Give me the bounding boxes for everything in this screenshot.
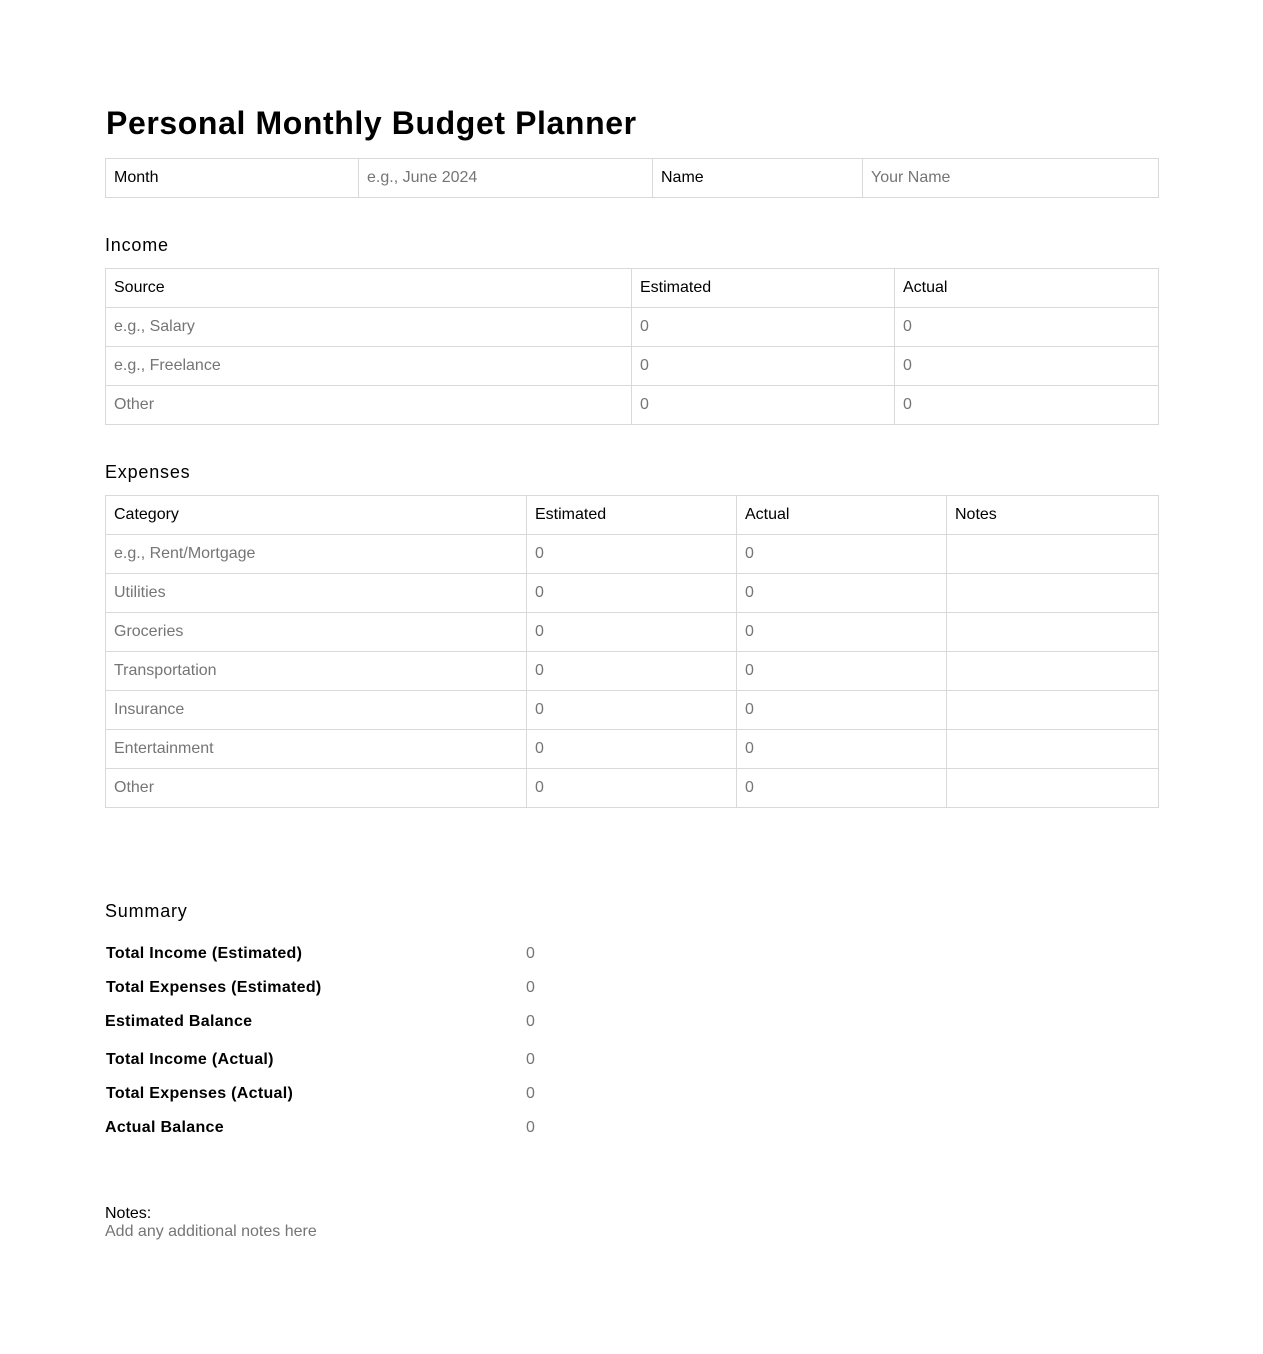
summary-value: 0 bbox=[526, 1051, 535, 1068]
expenses-table bbox=[105, 495, 1159, 808]
name-input[interactable]: Your Name bbox=[863, 159, 1159, 198]
expenses-col-notes: Notes bbox=[947, 496, 1159, 535]
income-actual-input[interactable]: 0 bbox=[895, 308, 1159, 347]
summary-heading: Summary bbox=[105, 901, 188, 921]
income-row bbox=[106, 386, 1159, 425]
income-source-input[interactable]: e.g., Freelance bbox=[106, 347, 632, 386]
expense-category-input[interactable]: Other bbox=[106, 769, 527, 808]
month-label: Month bbox=[106, 159, 359, 198]
summary-total-expenses-estimated bbox=[105, 977, 705, 999]
expense-notes-input[interactable] bbox=[947, 652, 1159, 691]
expense-category-input[interactable]: Transportation bbox=[106, 652, 527, 691]
expense-row bbox=[106, 613, 1159, 652]
header-info-row bbox=[106, 159, 1159, 198]
income-header-row bbox=[106, 269, 1159, 308]
expense-notes-input[interactable] bbox=[947, 691, 1159, 730]
expense-estimated-input[interactable]: 0 bbox=[527, 535, 737, 574]
income-source-input[interactable]: e.g., Salary bbox=[106, 308, 632, 347]
expense-category-input[interactable]: e.g., Rent/Mortgage bbox=[106, 535, 527, 574]
expense-category-input[interactable]: Groceries bbox=[106, 613, 527, 652]
expense-actual-input[interactable]: 0 bbox=[737, 691, 947, 730]
income-row bbox=[106, 347, 1159, 386]
summary-label: Actual Balance bbox=[105, 1119, 224, 1136]
income-col-estimated: Estimated bbox=[632, 269, 895, 308]
expense-notes-input[interactable] bbox=[947, 574, 1159, 613]
expense-notes-input[interactable] bbox=[947, 535, 1159, 574]
summary-actual-balance bbox=[105, 1117, 705, 1139]
income-actual-input[interactable]: 0 bbox=[895, 347, 1159, 386]
expense-estimated-input[interactable]: 0 bbox=[527, 691, 737, 730]
expense-estimated-input[interactable]: 0 bbox=[527, 613, 737, 652]
expense-actual-input[interactable]: 0 bbox=[737, 574, 947, 613]
expenses-heading: Expenses bbox=[105, 462, 191, 482]
income-actual-input[interactable]: 0 bbox=[895, 386, 1159, 425]
summary-label: Total Income (Actual) bbox=[106, 1051, 274, 1068]
expense-estimated-input[interactable]: 0 bbox=[527, 769, 737, 808]
expense-row bbox=[106, 535, 1159, 574]
summary-label: Total Expenses (Actual) bbox=[106, 1085, 294, 1102]
summary-value: 0 bbox=[526, 1085, 535, 1102]
expense-notes-input[interactable] bbox=[947, 613, 1159, 652]
page-title: Personal Monthly Budget Planner bbox=[106, 105, 637, 141]
expense-actual-input[interactable]: 0 bbox=[737, 535, 947, 574]
expense-row bbox=[106, 652, 1159, 691]
expense-category-input[interactable]: Insurance bbox=[106, 691, 527, 730]
notes-label: Notes: bbox=[105, 1205, 152, 1222]
income-table bbox=[105, 268, 1159, 425]
expense-row bbox=[106, 769, 1159, 808]
expenses-col-category: Category bbox=[106, 496, 527, 535]
header-info-table bbox=[105, 158, 1159, 198]
expense-category-input[interactable]: Utilities bbox=[106, 574, 527, 613]
expense-row bbox=[106, 730, 1159, 769]
summary-label: Total Income (Estimated) bbox=[106, 945, 303, 962]
summary-value: 0 bbox=[526, 979, 535, 996]
expense-actual-input[interactable]: 0 bbox=[737, 652, 947, 691]
summary-value: 0 bbox=[526, 945, 535, 962]
summary-total-income-actual bbox=[105, 1049, 705, 1071]
income-estimated-input[interactable]: 0 bbox=[632, 386, 895, 425]
income-heading: Income bbox=[105, 235, 169, 255]
summary-total-expenses-actual bbox=[105, 1083, 705, 1105]
income-estimated-input[interactable]: 0 bbox=[632, 308, 895, 347]
summary-estimated-balance bbox=[105, 1011, 705, 1033]
income-col-source: Source bbox=[106, 269, 632, 308]
expense-notes-input[interactable] bbox=[947, 769, 1159, 808]
expenses-header-row bbox=[106, 496, 1159, 535]
income-col-actual: Actual bbox=[895, 269, 1159, 308]
expenses-col-estimated: Estimated bbox=[527, 496, 737, 535]
summary-value: 0 bbox=[526, 1119, 535, 1136]
expense-row bbox=[106, 574, 1159, 613]
expense-estimated-input[interactable]: 0 bbox=[527, 574, 737, 613]
notes-input[interactable]: Add any additional notes here bbox=[105, 1223, 317, 1240]
summary-value: 0 bbox=[526, 1013, 535, 1030]
expense-actual-input[interactable]: 0 bbox=[737, 769, 947, 808]
expense-category-input[interactable]: Entertainment bbox=[106, 730, 527, 769]
summary-total-income-estimated bbox=[105, 943, 705, 965]
summary-label: Estimated Balance bbox=[105, 1013, 253, 1030]
expense-estimated-input[interactable]: 0 bbox=[527, 730, 737, 769]
name-label: Name bbox=[653, 159, 863, 198]
expense-row bbox=[106, 691, 1159, 730]
expense-notes-input[interactable] bbox=[947, 730, 1159, 769]
income-source-input[interactable]: Other bbox=[106, 386, 632, 425]
month-input[interactable]: e.g., June 2024 bbox=[359, 159, 653, 198]
expense-estimated-input[interactable]: 0 bbox=[527, 652, 737, 691]
expense-actual-input[interactable]: 0 bbox=[737, 730, 947, 769]
summary-label: Total Expenses (Estimated) bbox=[106, 979, 322, 996]
expense-actual-input[interactable]: 0 bbox=[737, 613, 947, 652]
income-estimated-input[interactable]: 0 bbox=[632, 347, 895, 386]
expenses-col-actual: Actual bbox=[737, 496, 947, 535]
income-row bbox=[106, 308, 1159, 347]
